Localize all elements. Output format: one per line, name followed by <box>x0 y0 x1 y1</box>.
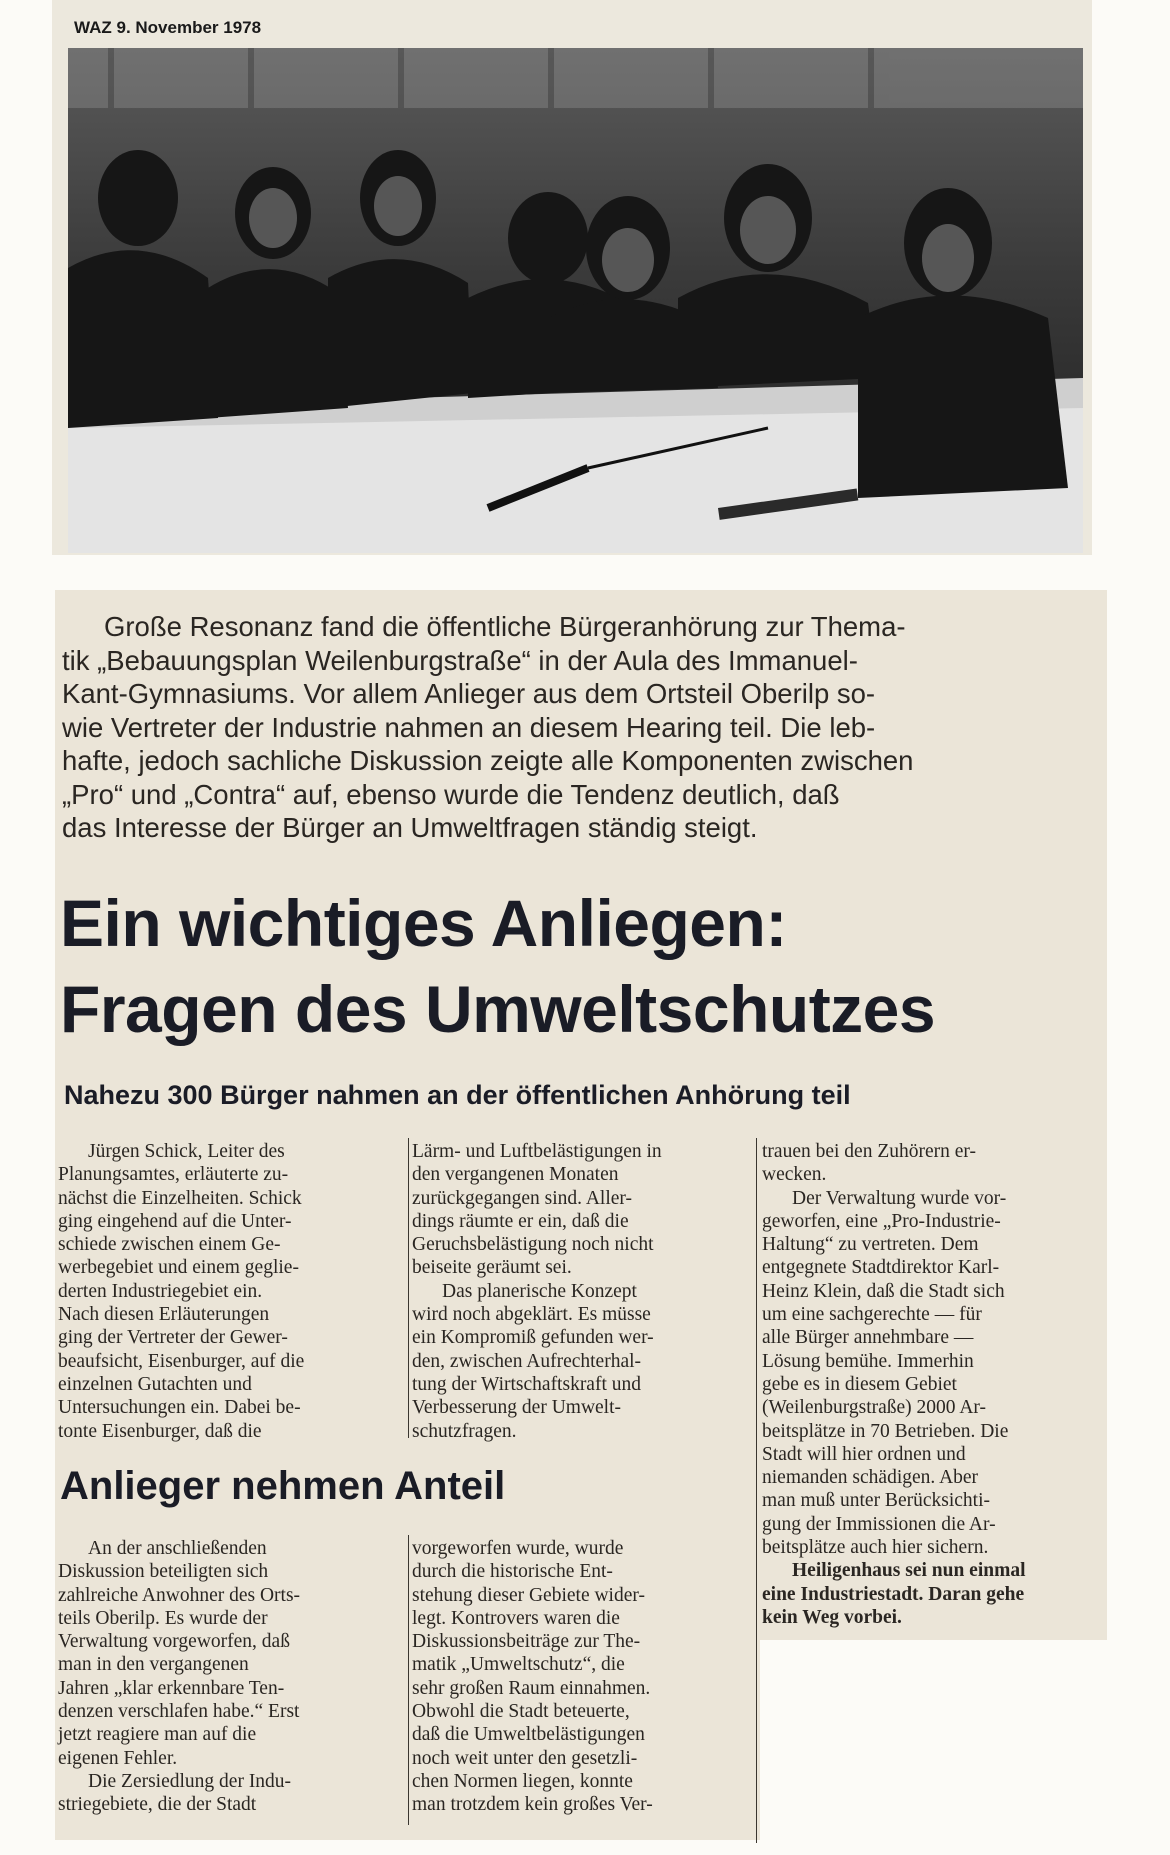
headline <box>60 880 1100 1052</box>
lead-line: tik „Bebauungsplan Weilenburgstraße“ in der Aula des Immanuel- <box>62 644 858 676</box>
text-line: Untersuchungen ein. Dabei be- <box>58 1397 301 1419</box>
text-line: dings räumte er ein, daß die <box>412 1210 629 1232</box>
text-line: Verwaltung vorgeworfen, daß <box>58 1631 290 1653</box>
text-line: zahlreiche Anwohner des Orts- <box>58 1584 301 1606</box>
text-line: geworfen, eine „Pro-Industrie- <box>762 1210 1001 1232</box>
text-line: teils Oberilp. Es wurde der <box>58 1607 268 1629</box>
closing-line: kein Weg vorbei. <box>762 1606 902 1628</box>
text-line: einzelnen Gutachten und <box>58 1373 252 1395</box>
text-line: man trotzdem kein großes Ver- <box>412 1794 653 1816</box>
text-line: um eine sachgerechte — für <box>762 1304 982 1326</box>
text-line: trauen bei den Zuhörern er- <box>762 1141 977 1162</box>
text-line: denzen verschlafen habe.“ Erst <box>58 1701 300 1723</box>
lead-line: das Interesse der Bürger an Umweltfragen ständig steigt. <box>62 812 758 843</box>
text-line: wird noch abgeklärt. Es müsse <box>412 1304 651 1326</box>
text-line: den, zwischen Aufrechterhal- <box>412 1350 642 1372</box>
text-line: (Weilenburgstraße) 2000 Ar- <box>762 1397 987 1419</box>
text-line: durch die historische Ent- <box>412 1561 613 1583</box>
text-line: Lärm- und Luftbelästigungen in <box>412 1141 662 1162</box>
article-column-2 <box>412 1140 752 1443</box>
text-line: alle Bürger annehmbare — <box>762 1327 974 1349</box>
text-line: schutzfragen. <box>412 1420 517 1442</box>
text-line: gebe es in diesem Gebiet <box>762 1373 957 1395</box>
text-line: tung der Wirtschaftskraft und <box>412 1373 642 1395</box>
text-line: Der Verwaltung wurde vor- <box>792 1187 1007 1209</box>
dateline: WAZ 9. November 1978 <box>74 18 262 37</box>
text-line: zurückgegangen sind. Aller- <box>412 1187 632 1209</box>
text-line: legt. Kontrovers waren die <box>412 1607 620 1629</box>
subheadline: Nahezu 300 Bürger nahmen an der öffentlichen Anhörung teil <box>64 1080 851 1110</box>
text-line: Heinz Klein, daß die Stadt sich <box>762 1280 1005 1302</box>
text-line: chen Normen liegen, konnte <box>412 1770 633 1792</box>
text-line: wecken. <box>762 1164 827 1186</box>
text-line: Jürgen Schick, Leiter des <box>88 1141 285 1162</box>
lead-line: hafte, jedoch sachliche Diskussion zeigte alle Komponenten zwischen <box>62 745 914 776</box>
text-line: entgegnete Stadtdirektor Karl- <box>762 1257 1000 1279</box>
text-line: Jahren „klar erkennbare Ten- <box>58 1677 285 1699</box>
text-line: Verbesserung der Umwelt- <box>412 1397 622 1419</box>
text-line: vorgeworfen wurde, wurde <box>412 1538 624 1559</box>
text-line: niemanden schädigen. Aber <box>762 1467 979 1489</box>
press-photo <box>68 48 1083 553</box>
headline-line-2: Fragen des Umweltschutzes <box>60 972 936 1046</box>
column-rule <box>408 1535 409 1825</box>
text-line: beiseite geräumt sei. <box>412 1257 572 1279</box>
text-line: An der anschließenden <box>88 1538 267 1559</box>
text-line: Diskussion beteiligten sich <box>58 1561 269 1583</box>
text-line: jetzt reagiere man auf die <box>58 1724 257 1746</box>
headline-line-1: Ein wichtiges Anliegen: <box>60 886 787 960</box>
text-line: schiede zwischen einem Ge- <box>58 1234 281 1256</box>
text-line: man in den vergangenen <box>58 1654 249 1676</box>
lead-line: Große Resonanz fand die öffentliche Bürgeranhörung zur Thema- <box>104 611 906 642</box>
article-column-1-lower <box>58 1537 400 1817</box>
text-line: ging eingehend auf die Unter- <box>58 1210 292 1232</box>
text-line: eigenen Fehler. <box>58 1747 178 1769</box>
lead-line: wie Vertreter der Industrie nahmen an diesem Hearing teil. Die leb- <box>62 711 876 743</box>
column-rule <box>408 1138 409 1438</box>
text-line: ging der Vertreter der Gewer- <box>58 1327 288 1349</box>
text-line: Diskussionsbeiträge zur The- <box>412 1631 641 1653</box>
text-line: werbegebiet und einem geglie- <box>58 1257 299 1279</box>
text-line: ein Kompromiß gefunden wer- <box>412 1327 654 1349</box>
closing-line: Heiligenhaus sei nun einmal <box>792 1560 1026 1582</box>
article-column-1 <box>58 1140 400 1443</box>
text-line: sehr großen Raum einnahmen. <box>412 1677 651 1699</box>
text-line: nächst die Einzelheiten. Schick <box>58 1187 302 1209</box>
text-line: Planungsamtes, erläuterte zu- <box>58 1164 289 1186</box>
clipping-cutout <box>760 1640 1107 1855</box>
text-line: Haltung“ zu vertreten. Dem <box>762 1234 979 1256</box>
text-line: tonte Eisenburger, daß die <box>58 1420 262 1442</box>
lead-line: Kant-Gymnasiums. Vor allem Anlieger aus dem Ortsteil Oberilp so- <box>62 678 876 709</box>
text-line: gung der Immissionen die Ar- <box>762 1513 996 1535</box>
text-line: Die Zersiedlung der Indu- <box>88 1770 292 1792</box>
text-line: Das planerische Konzept <box>442 1280 637 1302</box>
text-line: beaufsicht, Eisenburger, auf die <box>58 1350 305 1372</box>
text-line: Nach diesen Erläuterungen <box>58 1304 270 1326</box>
text-line: Obwohl die Stadt beteuerte, <box>412 1701 630 1723</box>
lead-line: „Pro“ und „Contra“ auf, ebenso wurde die Tendenz deutlich, daß <box>62 778 840 810</box>
text-line: stehung dieser Gebiete wider- <box>412 1584 645 1606</box>
text-line: beitsplätze auch hier sichern. <box>762 1537 989 1559</box>
text-line: striegebiete, die der Stadt <box>58 1794 257 1816</box>
text-line: Stadt will hier ordnen und <box>762 1443 966 1465</box>
article-column-2-lower <box>412 1537 752 1817</box>
closing-line: eine Industriestadt. Daran gehe <box>762 1583 1025 1605</box>
text-line: derten Industriegebiet ein. <box>58 1280 263 1302</box>
text-line: Lösung bemühe. Immerhin <box>762 1350 974 1372</box>
text-line: daß die Umweltbelästigungen <box>412 1724 645 1746</box>
text-line: beitsplätze in 70 Betrieben. Die <box>762 1420 1009 1442</box>
column-rule <box>756 1138 757 1843</box>
text-line: man muß unter Berücksichti- <box>762 1490 990 1512</box>
article-column-3 <box>762 1140 1102 1629</box>
text-line: den vergangenen Monaten <box>412 1164 619 1186</box>
text-line: matik „Umweltschutz“, die <box>412 1654 625 1676</box>
text-line: Geruchsbelästigung noch nicht <box>412 1234 654 1256</box>
intertitle: Anlieger nehmen Anteil <box>60 1464 506 1508</box>
lead-paragraph <box>62 610 1092 845</box>
press-photo-icon <box>68 48 1083 553</box>
text-line: noch weit unter den gesetzli- <box>412 1747 638 1769</box>
